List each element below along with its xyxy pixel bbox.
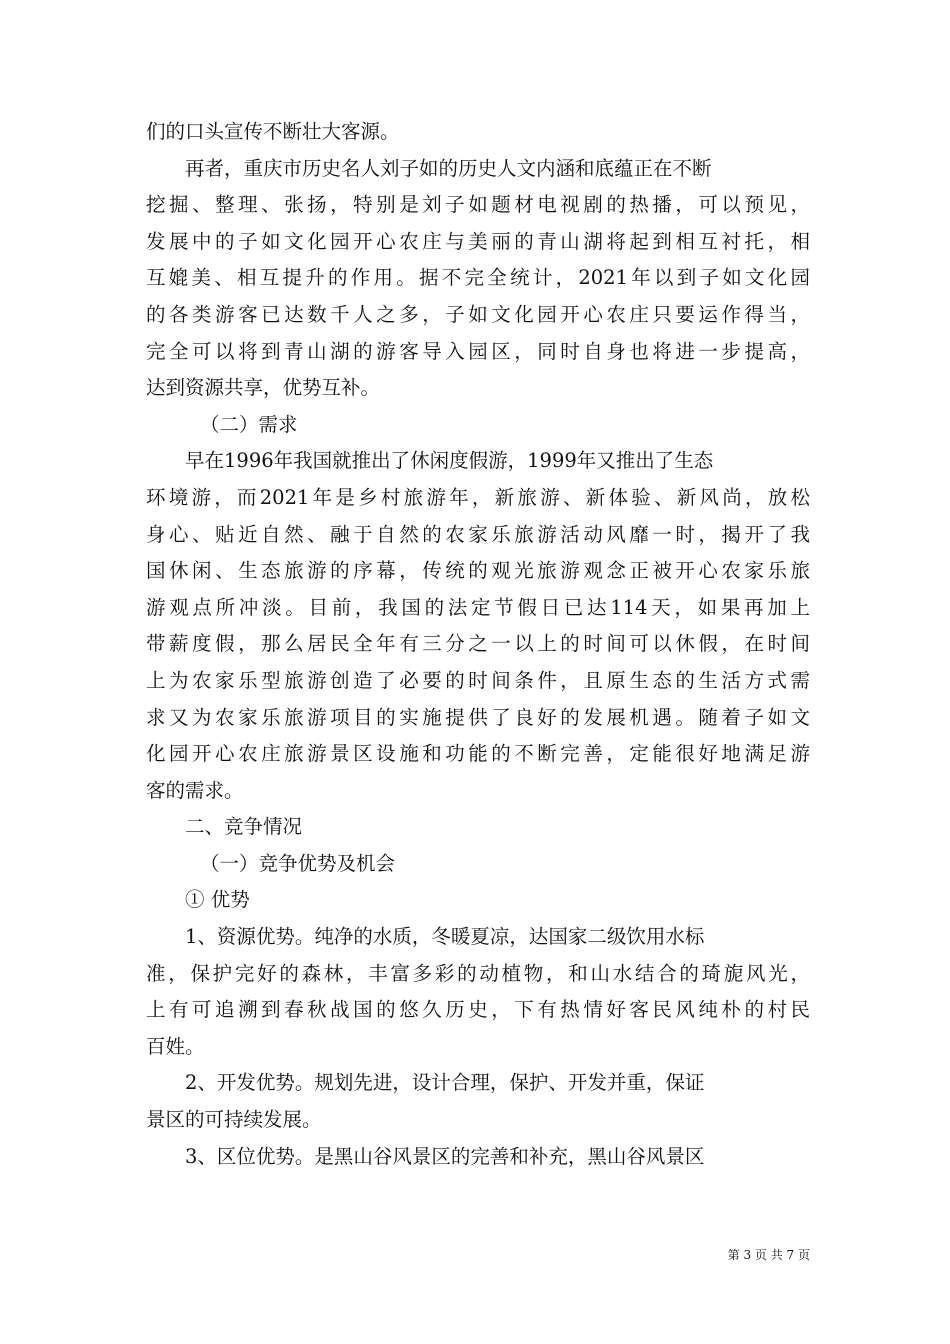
text-line: 挖掘、整理、张扬，特别是刘子如题材电视剧的热播，可以预见， bbox=[146, 193, 810, 217]
page-number-footer: 第 3 页 共 7 页 bbox=[727, 1248, 810, 1262]
text-line: 准，保护完好的森林，丰富多彩的动植物，和山水结合的琦旎风光， bbox=[146, 961, 810, 985]
text-line: 化园开心农庄旅游景区设施和功能的不断完善，定能很好地满足游 bbox=[146, 742, 810, 766]
text-line: 上为农家乐型旅游创造了必要的时间条件，且原生态的生活方式需 bbox=[146, 668, 810, 692]
text-line: 发展中的子如文化园开心农庄与美丽的青山湖将起到相互衬托，相 bbox=[146, 229, 810, 253]
text-line: 再者，重庆市历史名人刘子如的历史人文内涵和底蕴正在不断 bbox=[185, 156, 712, 180]
text-line: 完全可以将到青山湖的游客导入园区，同时自身也将进一步提高， bbox=[146, 339, 810, 363]
text-line: 早在1996年我国就推出了休闲度假游，1999年又推出了生态 bbox=[185, 449, 714, 473]
text-line: 2、开发优势。规划先进，设计合理，保护、开发并重，保证 bbox=[185, 1071, 705, 1095]
text-line: （一）竞争优势及机会 bbox=[200, 851, 396, 875]
text-line: 景区的可持续发展。 bbox=[146, 1108, 322, 1132]
text-line: 1、资源优势。纯净的水质，冬暖夏凉，达国家二级饮用水标 bbox=[185, 925, 705, 949]
text-line: 求又为农家乐旅游项目的实施提供了良好的发展机遇。随着子如文 bbox=[146, 705, 810, 729]
body-text bbox=[146, 114, 810, 1175]
text-line: 国休闲、生态旅游的序幕，传统的观光旅游观念正被开心农家乐旅 bbox=[146, 559, 810, 583]
text-line: ① 优势 bbox=[185, 888, 250, 912]
text-line: 3、区位优势。是黑山谷风景区的完善和补充，黑山谷风景区 bbox=[185, 1144, 705, 1168]
text-line: 带薪度假，那么居民全年有三分之一以上的时间可以休假，在时间 bbox=[146, 632, 810, 656]
text-line: 二、竞争情况 bbox=[185, 815, 303, 839]
text-line: （二）需求 bbox=[200, 412, 298, 436]
text-line: 环境游，而2021年是乡村旅游年，新旅游、新体验、新风尚，放松 bbox=[146, 485, 810, 509]
text-line: 的各类游客已达数千人之多，子如文化园开心农庄只要运作得当， bbox=[146, 302, 810, 326]
text-line: 百姓。 bbox=[146, 1034, 205, 1058]
text-line: 游观点所冲淡。目前，我国的法定节假日已达114天，如果再加上 bbox=[146, 595, 810, 619]
text-line: 互媲美、相互提升的作用。据不完全统计，2021年以到子如文化园 bbox=[146, 266, 810, 290]
text-line: 们的口头宣传不断壮大客源。 bbox=[146, 120, 400, 143]
text-line: 上有可追溯到春秋战国的悠久历史，下有热情好客民风纯朴的村民 bbox=[146, 998, 810, 1022]
text-line: 身心、贴近自然、融于自然的农家乐旅游活动风靡一时，揭开了我 bbox=[146, 522, 810, 546]
text-line: 客的需求。 bbox=[146, 778, 244, 802]
text-line: 达到资源共享，优势互补。 bbox=[146, 376, 381, 400]
